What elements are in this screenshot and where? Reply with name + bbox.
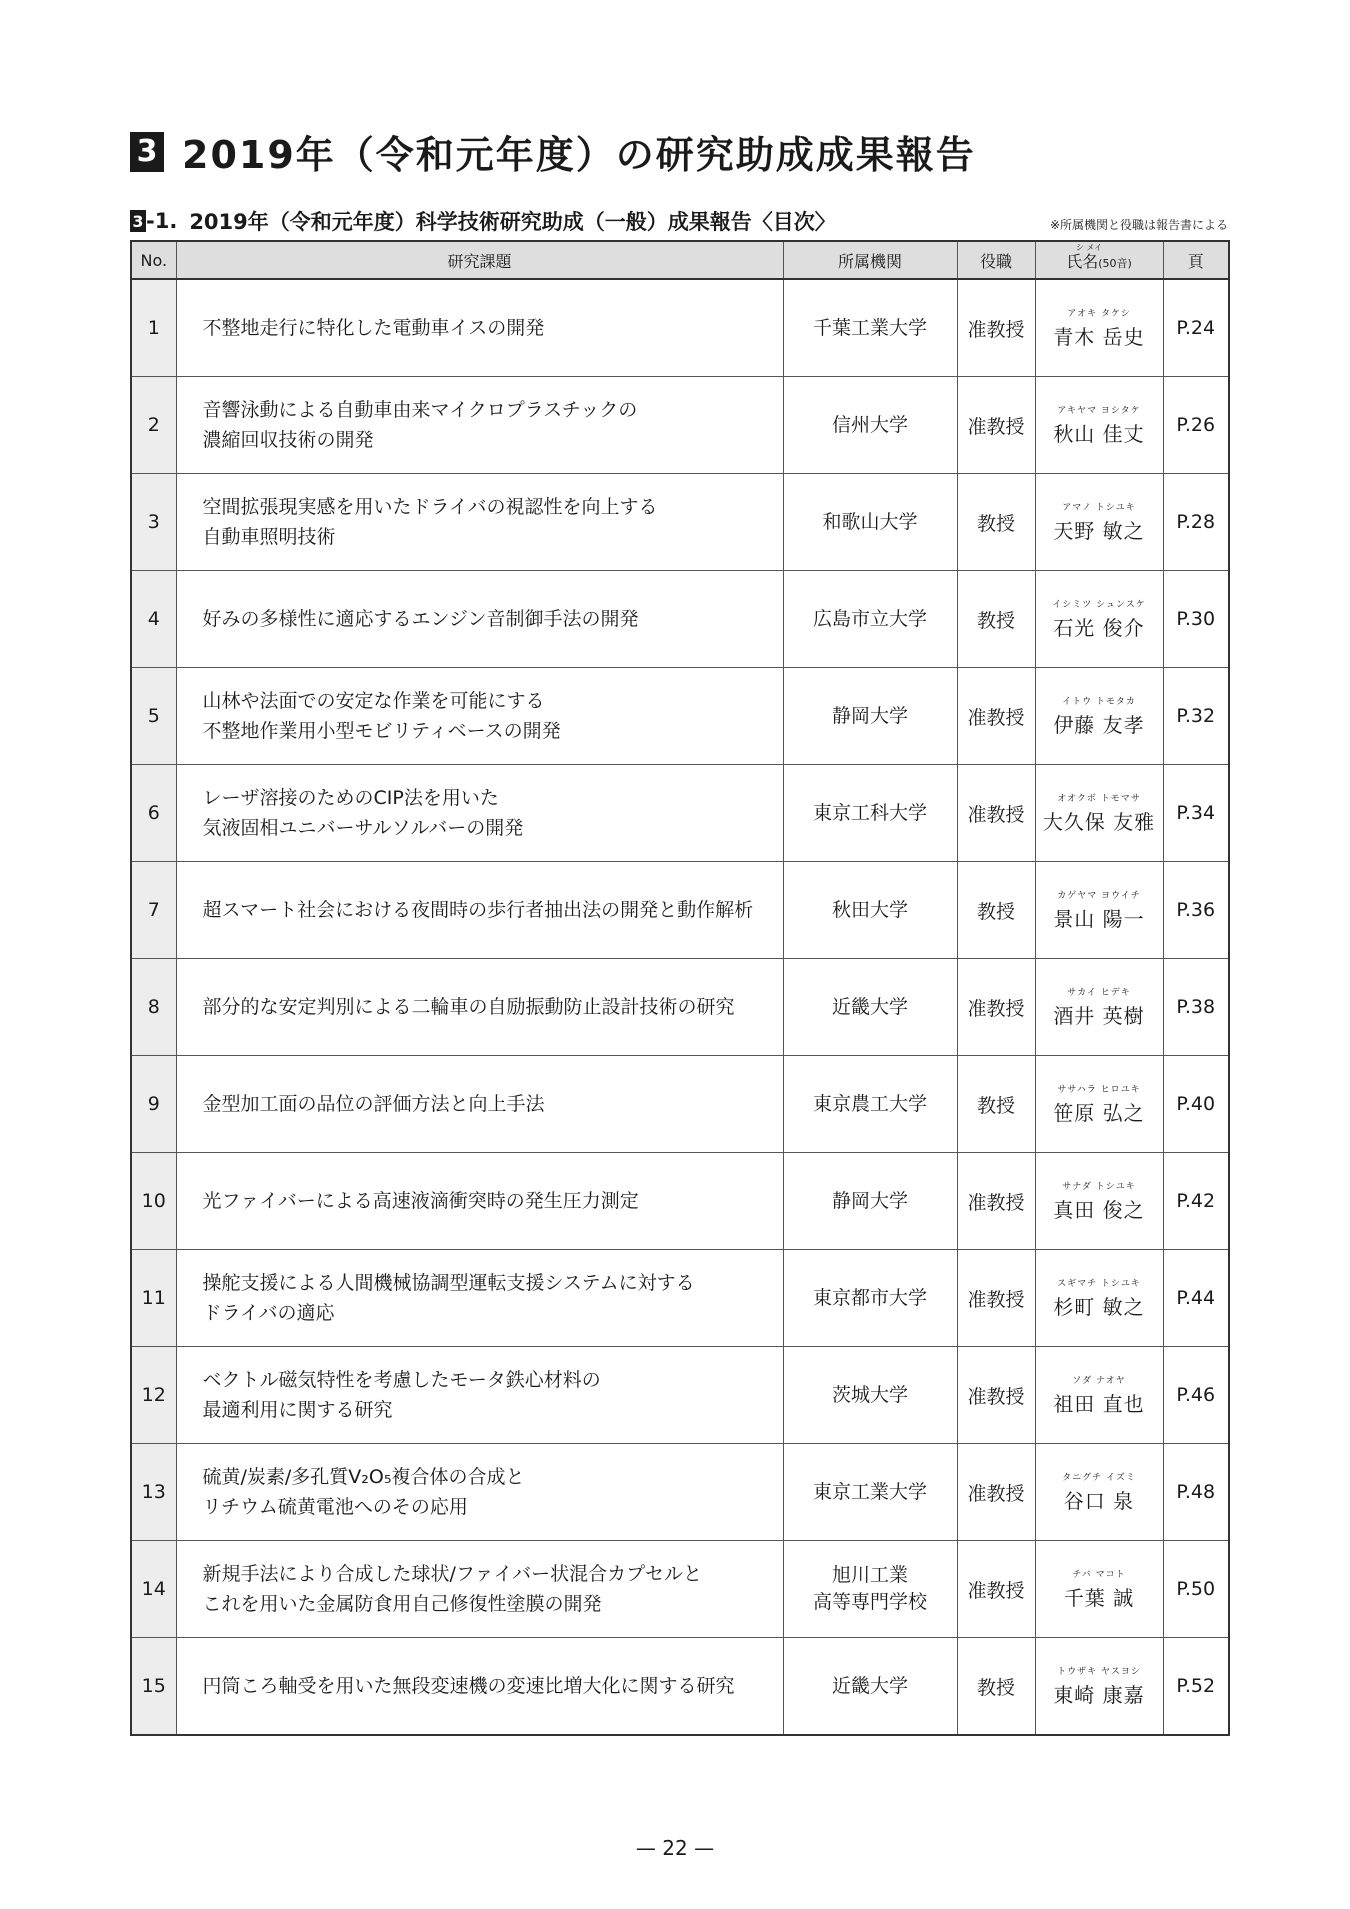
row-name-text: 伊藤 友孝	[1053, 713, 1145, 737]
row-position: 准教授	[957, 1541, 1035, 1638]
row-number: 5	[131, 668, 176, 765]
row-name-text: 天野 敏之	[1053, 519, 1145, 543]
table-row	[131, 1444, 1229, 1541]
table-row	[131, 959, 1229, 1056]
row-position: 教授	[957, 1056, 1035, 1153]
subsection-heading	[130, 206, 836, 236]
row-position: 准教授	[957, 1347, 1035, 1444]
row-name-text: 谷口 泉	[1063, 1489, 1135, 1513]
row-name-cell	[1035, 668, 1163, 765]
row-page: P.30	[1163, 571, 1229, 668]
row-name	[1036, 1567, 1163, 1611]
row-position: 教授	[957, 862, 1035, 959]
row-position: 准教授	[957, 668, 1035, 765]
table-row	[131, 862, 1229, 959]
row-title-line: ベクトル磁気特性を考慮したモータ鉄心材料の	[202, 1369, 601, 1391]
table-row	[131, 1153, 1229, 1250]
row-name-text: 祖田 直也	[1053, 1392, 1145, 1416]
row-name-cell	[1035, 1541, 1163, 1638]
row-name-cell	[1035, 1056, 1163, 1153]
row-name-ruby: トウザキ ヤスヨシ	[1057, 1667, 1141, 1677]
row-number: 10	[131, 1153, 176, 1250]
contents-table	[130, 240, 1230, 1736]
row-name-text: 東崎 康嘉	[1053, 1683, 1145, 1707]
row-name-cell	[1035, 959, 1163, 1056]
row-title-line: 光ファイバーによる高速液滴衝突時の発生圧力測定	[202, 1190, 639, 1212]
subsection-title: 2019年（令和元年度）科学技術研究助成（一般）成果報告〈目次〉	[189, 210, 836, 234]
row-name-ruby: オオクボ トモマサ	[1057, 794, 1141, 804]
row-name-text: 千葉 誠	[1063, 1586, 1135, 1610]
row-name-cell	[1035, 1638, 1163, 1736]
row-institution-line: 静岡大学	[831, 704, 908, 727]
row-institution	[783, 959, 957, 1056]
table-row	[131, 1056, 1229, 1153]
row-title	[176, 1638, 783, 1736]
row-name-text: 青木 岳史	[1053, 325, 1145, 349]
row-institution	[783, 279, 957, 377]
row-institution	[783, 377, 957, 474]
row-title	[176, 1444, 783, 1541]
section-title: 2019年（令和元年度）の研究助成成果報告	[182, 133, 976, 177]
row-title	[176, 668, 783, 765]
row-name-cell	[1035, 1250, 1163, 1347]
row-number: 11	[131, 1250, 176, 1347]
row-title	[176, 1347, 783, 1444]
row-title-line: 自動車照明技術	[202, 526, 336, 548]
row-position: 准教授	[957, 1250, 1035, 1347]
row-page: P.32	[1163, 668, 1229, 765]
row-page: P.28	[1163, 474, 1229, 571]
row-name-ruby: イトウ トモタカ	[1062, 697, 1136, 707]
row-institution	[783, 862, 957, 959]
row-name-text: 大久保 友雅	[1042, 810, 1156, 834]
row-institution	[783, 1153, 957, 1250]
row-number: 4	[131, 571, 176, 668]
row-institution-line: 近畿大学	[831, 995, 908, 1018]
row-name-cell	[1035, 377, 1163, 474]
row-name-cell	[1035, 862, 1163, 959]
row-name	[1036, 500, 1163, 544]
row-name-ruby: サカイ ヒデキ	[1067, 988, 1131, 998]
table-row	[131, 1250, 1229, 1347]
row-institution	[783, 765, 957, 862]
row-institution	[783, 1541, 957, 1638]
header-name	[1035, 241, 1163, 279]
row-position: 教授	[957, 474, 1035, 571]
row-name-cell	[1035, 1153, 1163, 1250]
row-position: 准教授	[957, 279, 1035, 377]
row-name-cell	[1035, 279, 1163, 377]
row-number: 15	[131, 1638, 176, 1736]
row-institution-line: 高等専門学校	[812, 1591, 927, 1613]
row-position: 准教授	[957, 1444, 1035, 1541]
row-name-cell	[1035, 571, 1163, 668]
row-name-ruby: チバ マコト	[1072, 1570, 1126, 1580]
footnote-note: ※所属機関と役職は報告書による	[1049, 218, 1228, 232]
row-institution	[783, 1056, 957, 1153]
row-title-line: 濃縮回収技術の開発	[202, 429, 374, 451]
row-name-cell	[1035, 474, 1163, 571]
row-title-line: 不整地作業用小型モビリティベースの開発	[202, 720, 561, 742]
row-title	[176, 1541, 783, 1638]
row-institution-line: 茨城大学	[831, 1383, 908, 1406]
row-institution	[783, 668, 957, 765]
row-number: 7	[131, 862, 176, 959]
row-name	[1036, 1082, 1163, 1126]
header-position: 役職	[957, 241, 1035, 279]
table-row	[131, 1541, 1229, 1638]
header-name-note: (50音)	[1098, 256, 1132, 270]
row-number: 2	[131, 377, 176, 474]
table-row	[131, 474, 1229, 571]
row-title-line: 好みの多様性に適応するエンジン音制御手法の開発	[202, 608, 639, 630]
row-institution-line: 千葉工業大学	[812, 316, 927, 339]
row-title	[176, 862, 783, 959]
row-name-ruby: タニグチ イズミ	[1062, 1473, 1136, 1483]
row-page: P.36	[1163, 862, 1229, 959]
row-institution	[783, 474, 957, 571]
subsection-prefix: -1.	[146, 209, 178, 233]
row-name-cell	[1035, 1347, 1163, 1444]
row-title-line: ドライバの適応	[202, 1302, 335, 1324]
row-title-line: レーザ溶接のためのCIP法を用いた	[202, 787, 499, 809]
row-title-line: これを用いた金属防食用自己修復性塗膜の開発	[202, 1593, 602, 1615]
row-name-ruby: スギマチ トシユキ	[1057, 1279, 1141, 1289]
row-page: P.48	[1163, 1444, 1229, 1541]
row-title-line: 不整地走行に特化した電動車イスの開発	[202, 317, 545, 339]
row-page: P.50	[1163, 1541, 1229, 1638]
row-name-ruby: イシミツ シュンスケ	[1052, 600, 1146, 610]
table-row	[131, 377, 1229, 474]
section-heading	[130, 124, 976, 179]
row-name	[1036, 306, 1163, 350]
row-title	[176, 279, 783, 377]
row-title-line: 新規手法により合成した球状/ファイバー状混合カプセルと	[202, 1563, 702, 1585]
row-institution	[783, 1347, 957, 1444]
row-name	[1036, 1664, 1163, 1708]
row-name	[1036, 694, 1163, 738]
row-page: P.52	[1163, 1638, 1229, 1736]
row-title-line: 音響泳動による自動車由来マイクロプラスチックの	[202, 399, 638, 421]
row-position: 教授	[957, 571, 1035, 668]
row-name	[1036, 791, 1163, 835]
row-institution-line: 東京工科大学	[812, 801, 927, 824]
row-institution	[783, 571, 957, 668]
row-name-ruby: アマノ トシユキ	[1062, 503, 1136, 513]
row-institution	[783, 1444, 957, 1541]
row-institution	[783, 1250, 957, 1347]
header-name-label: 氏名	[1066, 251, 1099, 271]
row-number: 9	[131, 1056, 176, 1153]
row-name-ruby: サナダ トシユキ	[1062, 1182, 1136, 1192]
row-title-line: 金型加工面の品位の評価方法と向上手法	[202, 1093, 545, 1115]
row-institution-line: 秋田大学	[831, 898, 908, 921]
page-number: — 22 —	[635, 1836, 715, 1860]
subsection-number-badge: 3	[130, 210, 146, 232]
row-page: P.46	[1163, 1347, 1229, 1444]
row-name	[1036, 888, 1163, 932]
row-name-text: 景山 陽一	[1053, 907, 1145, 931]
row-institution-line: 東京都市大学	[812, 1286, 927, 1309]
row-title	[176, 959, 783, 1056]
row-title-line: 最適利用に関する研究	[202, 1399, 393, 1421]
row-title-line: リチウム硫黄電池へのその応用	[202, 1496, 468, 1518]
row-name-cell	[1035, 1444, 1163, 1541]
row-title	[176, 1250, 783, 1347]
row-name-text: 笹原 弘之	[1053, 1101, 1145, 1125]
row-institution-line: 信州大学	[831, 413, 908, 436]
table-row	[131, 279, 1229, 377]
row-position: 准教授	[957, 959, 1035, 1056]
row-position: 准教授	[957, 765, 1035, 862]
row-title	[176, 571, 783, 668]
row-name	[1036, 403, 1163, 447]
row-institution-line: 広島市立大学	[812, 607, 927, 630]
row-title-line: 部分的な安定判別による二輪車の自励振動防止設計技術の研究	[202, 996, 735, 1018]
row-number: 3	[131, 474, 176, 571]
row-number: 14	[131, 1541, 176, 1638]
row-number: 13	[131, 1444, 176, 1541]
row-name-text: 秋山 佳丈	[1053, 422, 1145, 446]
row-name-cell	[1035, 765, 1163, 862]
row-name	[1036, 1276, 1163, 1320]
table-row	[131, 1347, 1229, 1444]
row-institution-line: 東京農工大学	[812, 1092, 927, 1115]
row-name	[1036, 1179, 1163, 1223]
row-page: P.40	[1163, 1056, 1229, 1153]
row-page: P.42	[1163, 1153, 1229, 1250]
table-row	[131, 571, 1229, 668]
header-page: 頁	[1163, 241, 1229, 279]
row-institution-line: 近畿大学	[831, 1674, 908, 1697]
row-title-line: 山林や法面での安定な作業を可能にする	[202, 690, 545, 712]
header-name-ruby: シ メイ	[1075, 243, 1103, 252]
row-position: 教授	[957, 1638, 1035, 1736]
row-title-line: 硫黄/炭素/多孔質V₂O₅複合体の合成と	[202, 1466, 525, 1488]
row-institution-line: 旭川工業	[831, 1564, 908, 1586]
row-name-ruby: アオキ タケシ	[1067, 309, 1131, 319]
row-number: 1	[131, 279, 176, 377]
row-title-line: 円筒ころ軸受を用いた無段変速機の変速比増大化に関する研究	[202, 1675, 735, 1697]
row-page: P.26	[1163, 377, 1229, 474]
table-row	[131, 1638, 1229, 1736]
row-name-text: 酒井 英樹	[1053, 1004, 1145, 1028]
row-name-ruby: ソダ ナオヤ	[1072, 1376, 1126, 1386]
row-institution-line: 東京工業大学	[812, 1480, 927, 1503]
section-number-badge: 3	[130, 132, 164, 172]
row-title	[176, 377, 783, 474]
row-name	[1036, 597, 1163, 641]
row-title-line: 操舵支援による人間機械協調型運転支援システムに対する	[202, 1272, 695, 1294]
row-name	[1036, 1373, 1163, 1417]
row-page: P.44	[1163, 1250, 1229, 1347]
row-number: 12	[131, 1347, 176, 1444]
row-name	[1036, 1470, 1163, 1514]
row-name-text: 真田 俊之	[1053, 1198, 1145, 1222]
row-title-line: 空間拡張現実感を用いたドライバの視認性を向上する	[202, 496, 658, 518]
row-title	[176, 1153, 783, 1250]
row-page: P.38	[1163, 959, 1229, 1056]
row-title-line: 超スマート社会における夜間時の歩行者抽出法の開発と動作解析	[202, 899, 754, 921]
header-title: 研究課題	[176, 241, 783, 279]
row-title-line: 気液固相ユニバーサルソルバーの開発	[202, 817, 524, 839]
row-name-ruby: アキヤマ ヨシタケ	[1057, 406, 1141, 416]
row-institution-line: 和歌山大学	[822, 510, 918, 533]
row-title	[176, 474, 783, 571]
row-name-text: 石光 俊介	[1053, 616, 1145, 640]
row-institution-line: 静岡大学	[831, 1189, 908, 1212]
row-page: P.34	[1163, 765, 1229, 862]
row-number: 6	[131, 765, 176, 862]
table-header-row	[131, 241, 1229, 279]
row-page: P.24	[1163, 279, 1229, 377]
row-title	[176, 765, 783, 862]
row-name	[1036, 985, 1163, 1029]
row-institution	[783, 1638, 957, 1736]
row-number: 8	[131, 959, 176, 1056]
table-row	[131, 668, 1229, 765]
header-institution: 所属機関	[783, 241, 957, 279]
header-no: No.	[131, 241, 176, 279]
row-position: 准教授	[957, 1153, 1035, 1250]
row-title	[176, 1056, 783, 1153]
row-name-ruby: カゲヤマ ヨウイチ	[1057, 891, 1141, 901]
row-position: 准教授	[957, 377, 1035, 474]
row-name-ruby: ササハラ ヒロユキ	[1057, 1085, 1141, 1095]
table-row	[131, 765, 1229, 862]
row-name-text: 杉町 敏之	[1053, 1295, 1145, 1319]
